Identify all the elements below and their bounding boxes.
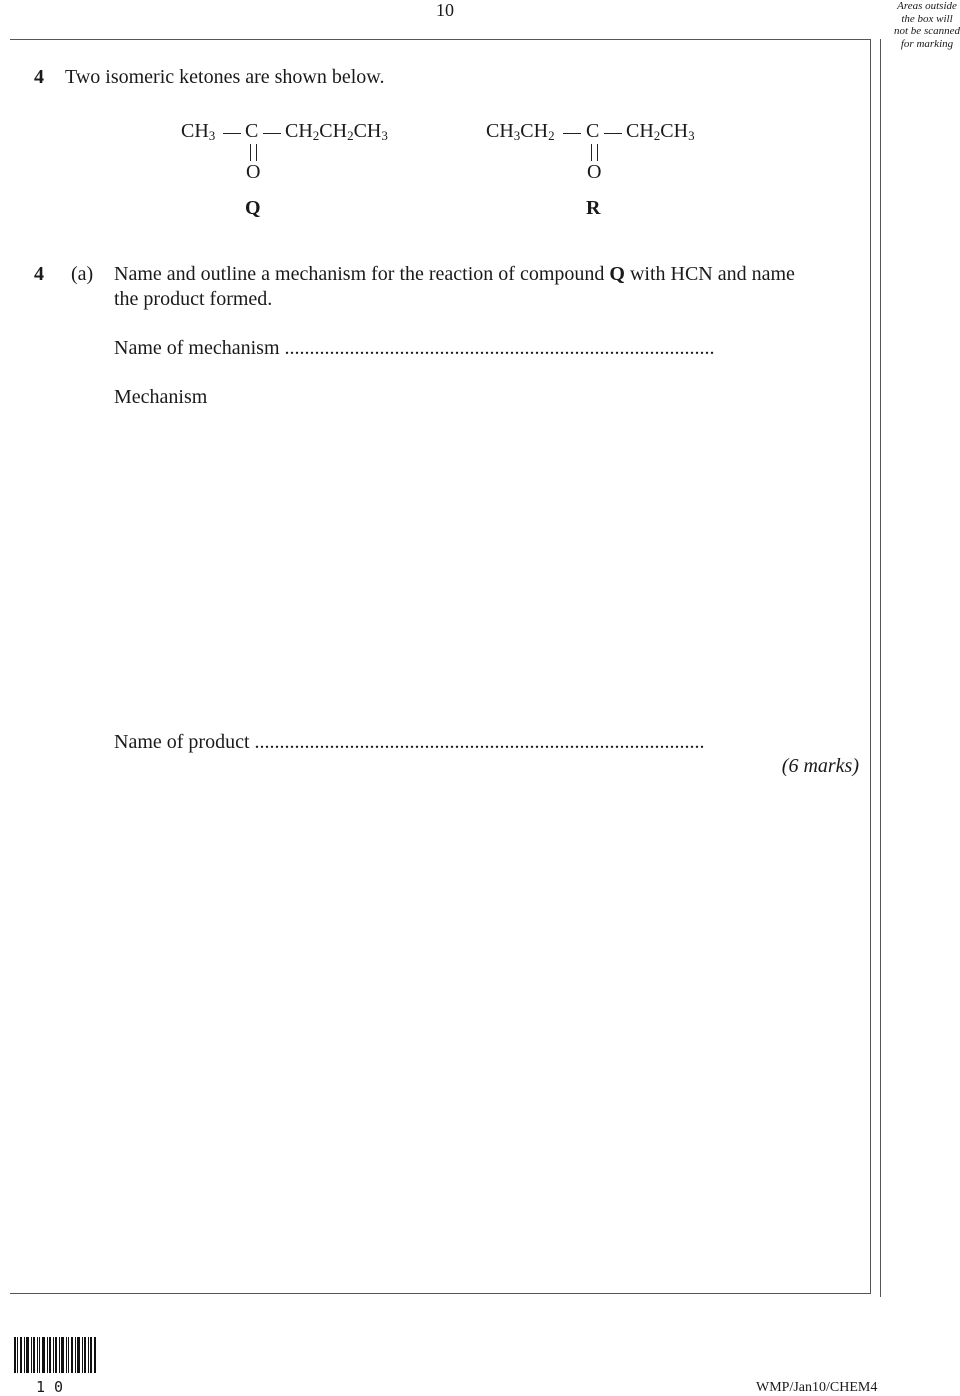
q-carbonyl-carbon: C bbox=[245, 120, 259, 142]
r-carbonyl-carbon: C bbox=[586, 120, 600, 142]
q-ch3: $CH_3$ bbox=[181, 120, 216, 143]
part-letter: (a) bbox=[71, 263, 94, 285]
r-single-bond-left bbox=[563, 133, 581, 134]
margin-note-line: not be scanned bbox=[894, 25, 960, 37]
paper-code: WMP/Jan10/CHEM4 bbox=[756, 1380, 878, 1395]
question-number: 4 bbox=[34, 66, 44, 88]
q-oxygen: O bbox=[246, 161, 261, 183]
q-double-bond-line bbox=[250, 144, 251, 161]
page-number: 10 bbox=[436, 0, 454, 20]
r-double-bond-line bbox=[597, 144, 598, 161]
margin-note-line: for marking bbox=[900, 37, 954, 50]
q-chain: $CH_2CH_2CH_3$ bbox=[285, 120, 388, 143]
margin-rule bbox=[880, 39, 881, 1297]
part-question-number: 4 bbox=[34, 263, 44, 285]
r-single-bond-right bbox=[604, 133, 622, 134]
r-ethyl: $CH_3CH_2$ bbox=[486, 120, 555, 143]
product-name-answer-line[interactable]: Name of product .......................................................................................... bbox=[114, 731, 705, 753]
marks-allocation: (6 marks) bbox=[781, 755, 859, 777]
barcode-icon bbox=[14, 1337, 96, 1381]
mechanism-answer-area[interactable] bbox=[114, 415, 854, 715]
mechanism-name-answer-line[interactable]: Name of mechanism ...................................................................................... bbox=[114, 337, 715, 359]
margin-note-line: Areas outside bbox=[897, 0, 957, 12]
q-label: Q bbox=[245, 197, 261, 219]
part-a-prompt-line2: the product formed. bbox=[114, 288, 273, 310]
r-label: R bbox=[586, 197, 601, 219]
question-intro: Two isomeric ketones are shown below. bbox=[65, 66, 385, 88]
mechanism-label: Mechanism bbox=[114, 386, 208, 408]
q-single-bond-right bbox=[263, 133, 281, 134]
r-double-bond-line bbox=[591, 144, 592, 161]
r-chain: $CH_2CH_3$ bbox=[626, 120, 695, 143]
margin-note-line: the box will bbox=[901, 12, 953, 25]
q-double-bond-line bbox=[256, 144, 257, 161]
q-single-bond-left bbox=[223, 133, 241, 134]
part-a-prompt-line1: Name and outline a mechanism for the reaction of compound Q with HCN and name bbox=[114, 263, 795, 285]
compound-ref-q: Q bbox=[609, 263, 625, 285]
barcode-digits: 10 bbox=[36, 1378, 73, 1396]
r-oxygen: O bbox=[587, 161, 602, 183]
margin-note bbox=[888, 0, 960, 50]
